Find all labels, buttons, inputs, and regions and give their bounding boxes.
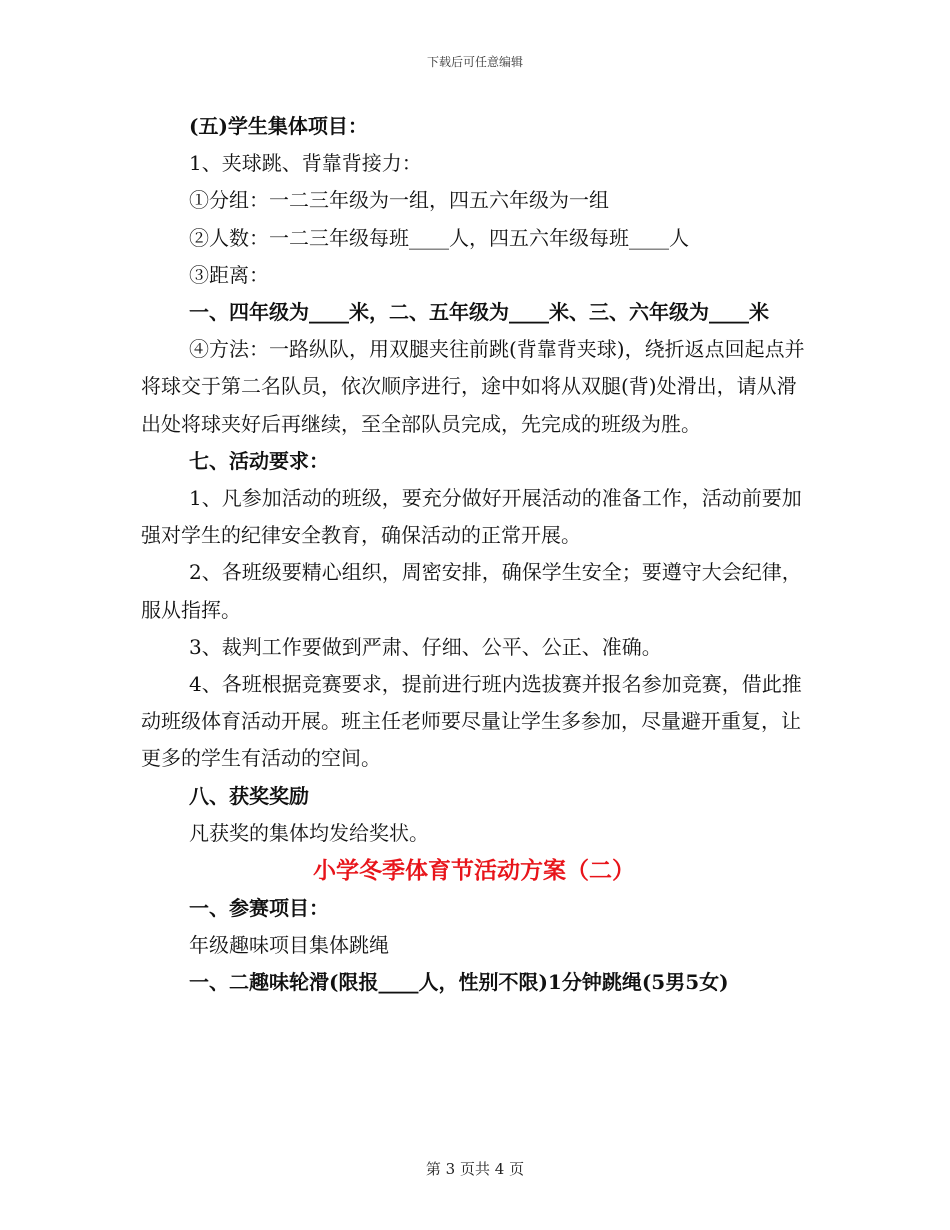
paragraph: 一、二趣味轮滑(限报____人，性别不限)1分钟跳绳(5男5女) [189, 970, 729, 995]
paragraph: ④方法：一路纵队，用双腿夹往前跳(背靠背夹球)，绕折返点回起点并将球交于第二名队员，依次顺序进行，途中如将从双腿(背)处滑出，请从滑出处将球夹好后再继续，至全部队员完成，先完成的班级为胜。 [141, 337, 805, 436]
paragraph: 1、夹球跳、背靠背接力： [189, 151, 422, 176]
paragraph: 2、各班级要精心组织，周密安排，确保学生安全；要遵守大会纪律，服从指挥。 [141, 560, 802, 622]
paragraph: ②人数：一二三年级每班____人，四五六年级每班____人 [189, 225, 689, 250]
section-heading: (五)学生集体项目： [189, 114, 368, 138]
page-footer: 第 3 页共 4 页 [425, 1160, 525, 1178]
paragraph: 1、凡参加活动的班级，要充分做好开展活动的准备工作，活动前要加强对学生的纪律安全教育，确保活动的正常开展。 [141, 486, 802, 548]
paragraph: 一、四年级为____米，二、五年级为____米、三、六年级为____米 [189, 300, 769, 325]
paragraph: 3、裁判工作要做到严肃、仔细、公平、公正、准确。 [189, 634, 662, 659]
paragraph: 4、各班根据竞赛要求，提前进行班内选拔赛并报名参加竞赛，借此推动班级体育活动开展。班主任老师要尽量让学生多参加，尽量避开重复，让更多的学生有活动的空间。 [141, 672, 802, 771]
page-header: 下载后可任意编辑 [426, 55, 523, 69]
paragraph: 年级趣味项目集体跳绳 [189, 933, 389, 958]
document-body [141, 108, 807, 1002]
section-heading: 一、参赛项目： [189, 896, 329, 921]
document-title: 小学冬季体育节活动方案（二） [313, 857, 635, 885]
section-heading: 七、活动要求： [189, 448, 329, 473]
paragraph: ③距离： [189, 262, 269, 287]
section-heading: 八、获奖奖励 [189, 783, 309, 808]
paragraph: ①分组：一二三年级为一组，四五六年级为一组 [189, 188, 609, 213]
paragraph: 凡获奖的集体均发给奖状。 [189, 820, 429, 845]
